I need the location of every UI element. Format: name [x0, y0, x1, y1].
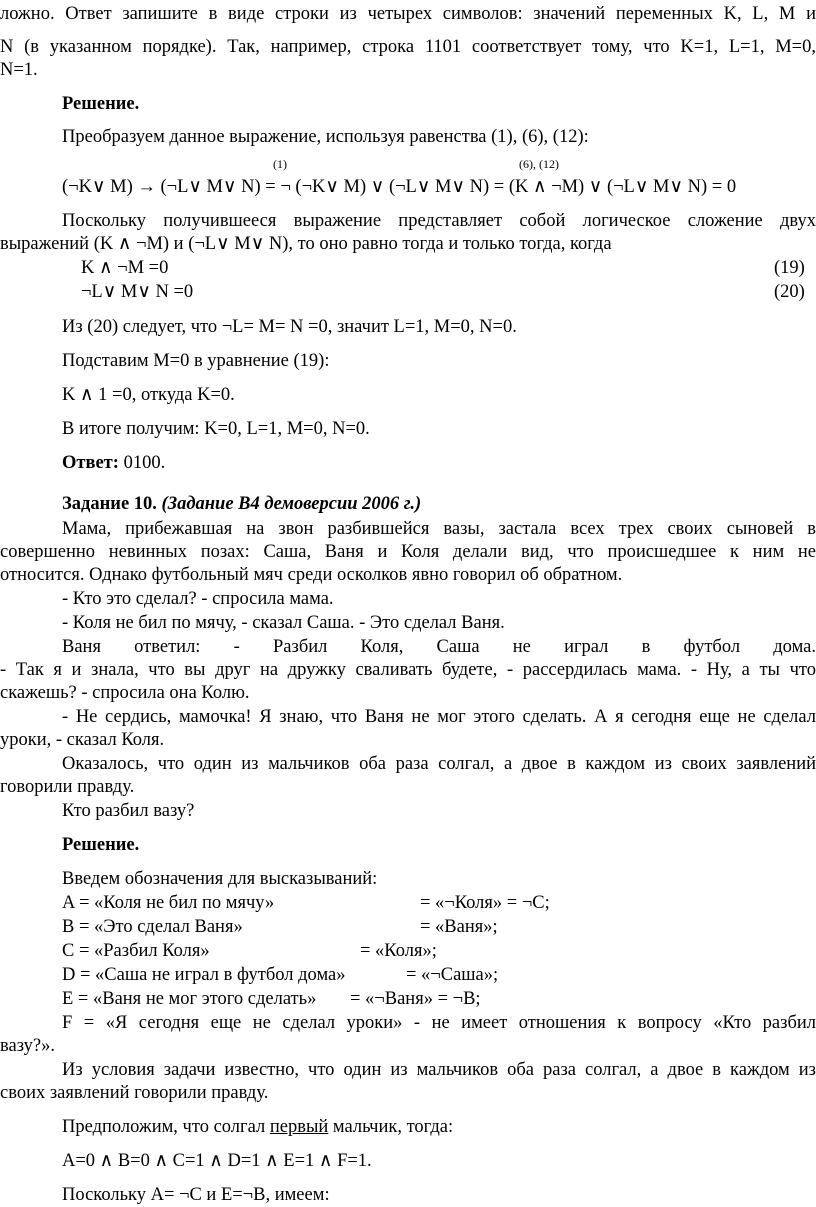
- transform-line: Преобразуем данное выражение, используя равенства (1), (6), (12):: [62, 127, 589, 147]
- from-20-line: Из (20) следует, что ¬L= M= N =0, значит L=1, M=0, N=0.: [62, 317, 517, 337]
- task-para-1-line-3: относится. Однако футбольный мяч среди осколков явно говорил об обратном.: [0, 565, 623, 585]
- main-formula: (¬K∨ M) → (¬L∨ M∨ N) = ¬ (¬K∨ M) ∨ (¬L∨ M∨ N) = (K ∧ ¬M) ∨ (¬L∨ M∨ N) = 0: [62, 177, 737, 197]
- notation-row-b-value: = «Ваня»;: [420, 917, 498, 937]
- task-para-1-line-2: совершенно невинных позах: Саша, Ваня и Коля делали вид, что происшедшее к ним не: [0, 542, 816, 562]
- notation-row-a: A = «Коля не бил по мячу»: [62, 893, 275, 913]
- notation-row-c: C = «Разбил Коля»: [62, 941, 210, 961]
- answer-value: 0100.: [118, 453, 166, 473]
- solution-2-heading: Решение.: [62, 835, 140, 855]
- since-line-1: Поскольку получившееся выражение представляет собой логическое сложение двух: [62, 211, 816, 231]
- notation-row-b: B = «Это сделал Ваня»: [62, 917, 243, 937]
- intro-line-1: ложно. Ответ запишите в виде строки из четырех символов: значений переменных K, L, M и: [0, 4, 816, 24]
- task-10-title: [62, 493, 421, 516]
- task-question: Кто разбил вазу?: [62, 801, 195, 821]
- since-line-2: выражений (K ∧ ¬M) и (¬L∨ M∨ N), то оно равно тогда и только тогда, когда: [0, 234, 612, 254]
- k-equals-line: K ∧ 1 =0, откуда K=0.: [62, 385, 235, 405]
- condition-line-2: своих заявлений говорили правду.: [0, 1083, 269, 1103]
- values-line: A=0 ∧ B=0 ∧ C=1 ∧ D=1 ∧ E=1 ∧ F=1.: [62, 1151, 372, 1171]
- solution-heading: Решение.: [62, 94, 140, 114]
- answer-label: Ответ:: [62, 453, 119, 473]
- notation-row-e: E = «Ваня не мог этого сделать»: [62, 989, 317, 1009]
- formula-note-6-12: (6), (12): [519, 157, 559, 171]
- notation-row-d: D = «Саша не играл в футбол дома»: [62, 965, 346, 985]
- answer-line: [62, 452, 165, 475]
- task-10-source: (Задание В4 демоверсии 2006 г.): [156, 494, 422, 514]
- since-ac-line: Поскольку A= ¬C и E=¬B, имеем:: [62, 1185, 330, 1205]
- notation-row-f-line-2: вазу?».: [0, 1036, 55, 1056]
- notation-row-d-value: = «¬Саша»;: [406, 965, 499, 985]
- formula-note-1: (1): [273, 157, 287, 171]
- dialogue-4-line-1: - Не сердись, мамочка! Я знаю, что Ваня не мог этого сделать. А я сегодня еще не сделал: [62, 707, 816, 727]
- dialogue-3-line-2: - Так я и знала, что вы друг на дружку сваливать будете, - рассердилась мама. - Ну, а ты что: [0, 660, 816, 680]
- intro-line-3: N=1.: [0, 60, 38, 80]
- dialogue-4-line-2: уроки, - сказал Коля.: [0, 730, 165, 750]
- intro-line-2: N (в указанном порядке). Так, например, строка 1101 соответствует тому, что K=1, L=1, M=0,: [0, 37, 816, 57]
- suppose-underlined-word: первый: [269, 1117, 329, 1137]
- condition-line-1: Из условия задачи известно, что один из мальчиков оба раза солгал, а двое в каждом из: [62, 1060, 816, 1080]
- substitute-line: Подставим M=0 в уравнение (19):: [62, 351, 330, 371]
- notation-row-f-line-1: F = «Я сегодня еще не сделал уроки» - не имеет отношения к вопросу «Кто разбил: [62, 1013, 816, 1033]
- equation-20: ¬L∨ M∨ N =0: [81, 282, 194, 302]
- dialogue-1: - Кто это сделал? - спросила мама.: [62, 589, 334, 609]
- task-para-1-line-1: Мама, прибежавшая на звон разбившейся вазы, застала всех трех своих сыновей в: [62, 519, 816, 539]
- notation-row-e-value: = «¬Ваня» = ¬B;: [350, 989, 481, 1009]
- suppose-prefix: Предположим, что солгал: [62, 1117, 270, 1137]
- notation-row-c-value: = «Коля»;: [360, 941, 437, 961]
- result-line: В итоге получим: K=0, L=1, M=0, N=0.: [62, 419, 370, 439]
- dialogue-3-line-1: Ваня ответил: - Разбил Коля, Саша не играл в футбол дома.: [62, 637, 816, 657]
- notation-row-a-value: = «¬Коля» = ¬C;: [420, 893, 550, 913]
- dialogue-3-line-3: скажешь? - спросила она Колю.: [0, 683, 250, 703]
- task-para-2-line-2: говорили правду.: [0, 777, 135, 797]
- dialogue-2: - Коля не бил по мячу, - сказал Саша. - Это сделал Ваня.: [62, 613, 505, 633]
- task-para-2-line-1: Оказалось, что один из мальчиков оба раза солгал, а двое в каждом из своих заявлений: [62, 754, 816, 774]
- equation-20-number: (20): [774, 282, 805, 302]
- equation-19: K ∧ ¬M =0: [81, 258, 169, 278]
- equation-19-number: (19): [774, 258, 805, 278]
- notation-intro: Введем обозначения для высказываний:: [62, 869, 378, 889]
- task-10-number: Задание 10.: [62, 494, 157, 514]
- suppose-suffix: мальчик, тогда:: [328, 1117, 454, 1137]
- suppose-line: [62, 1116, 453, 1139]
